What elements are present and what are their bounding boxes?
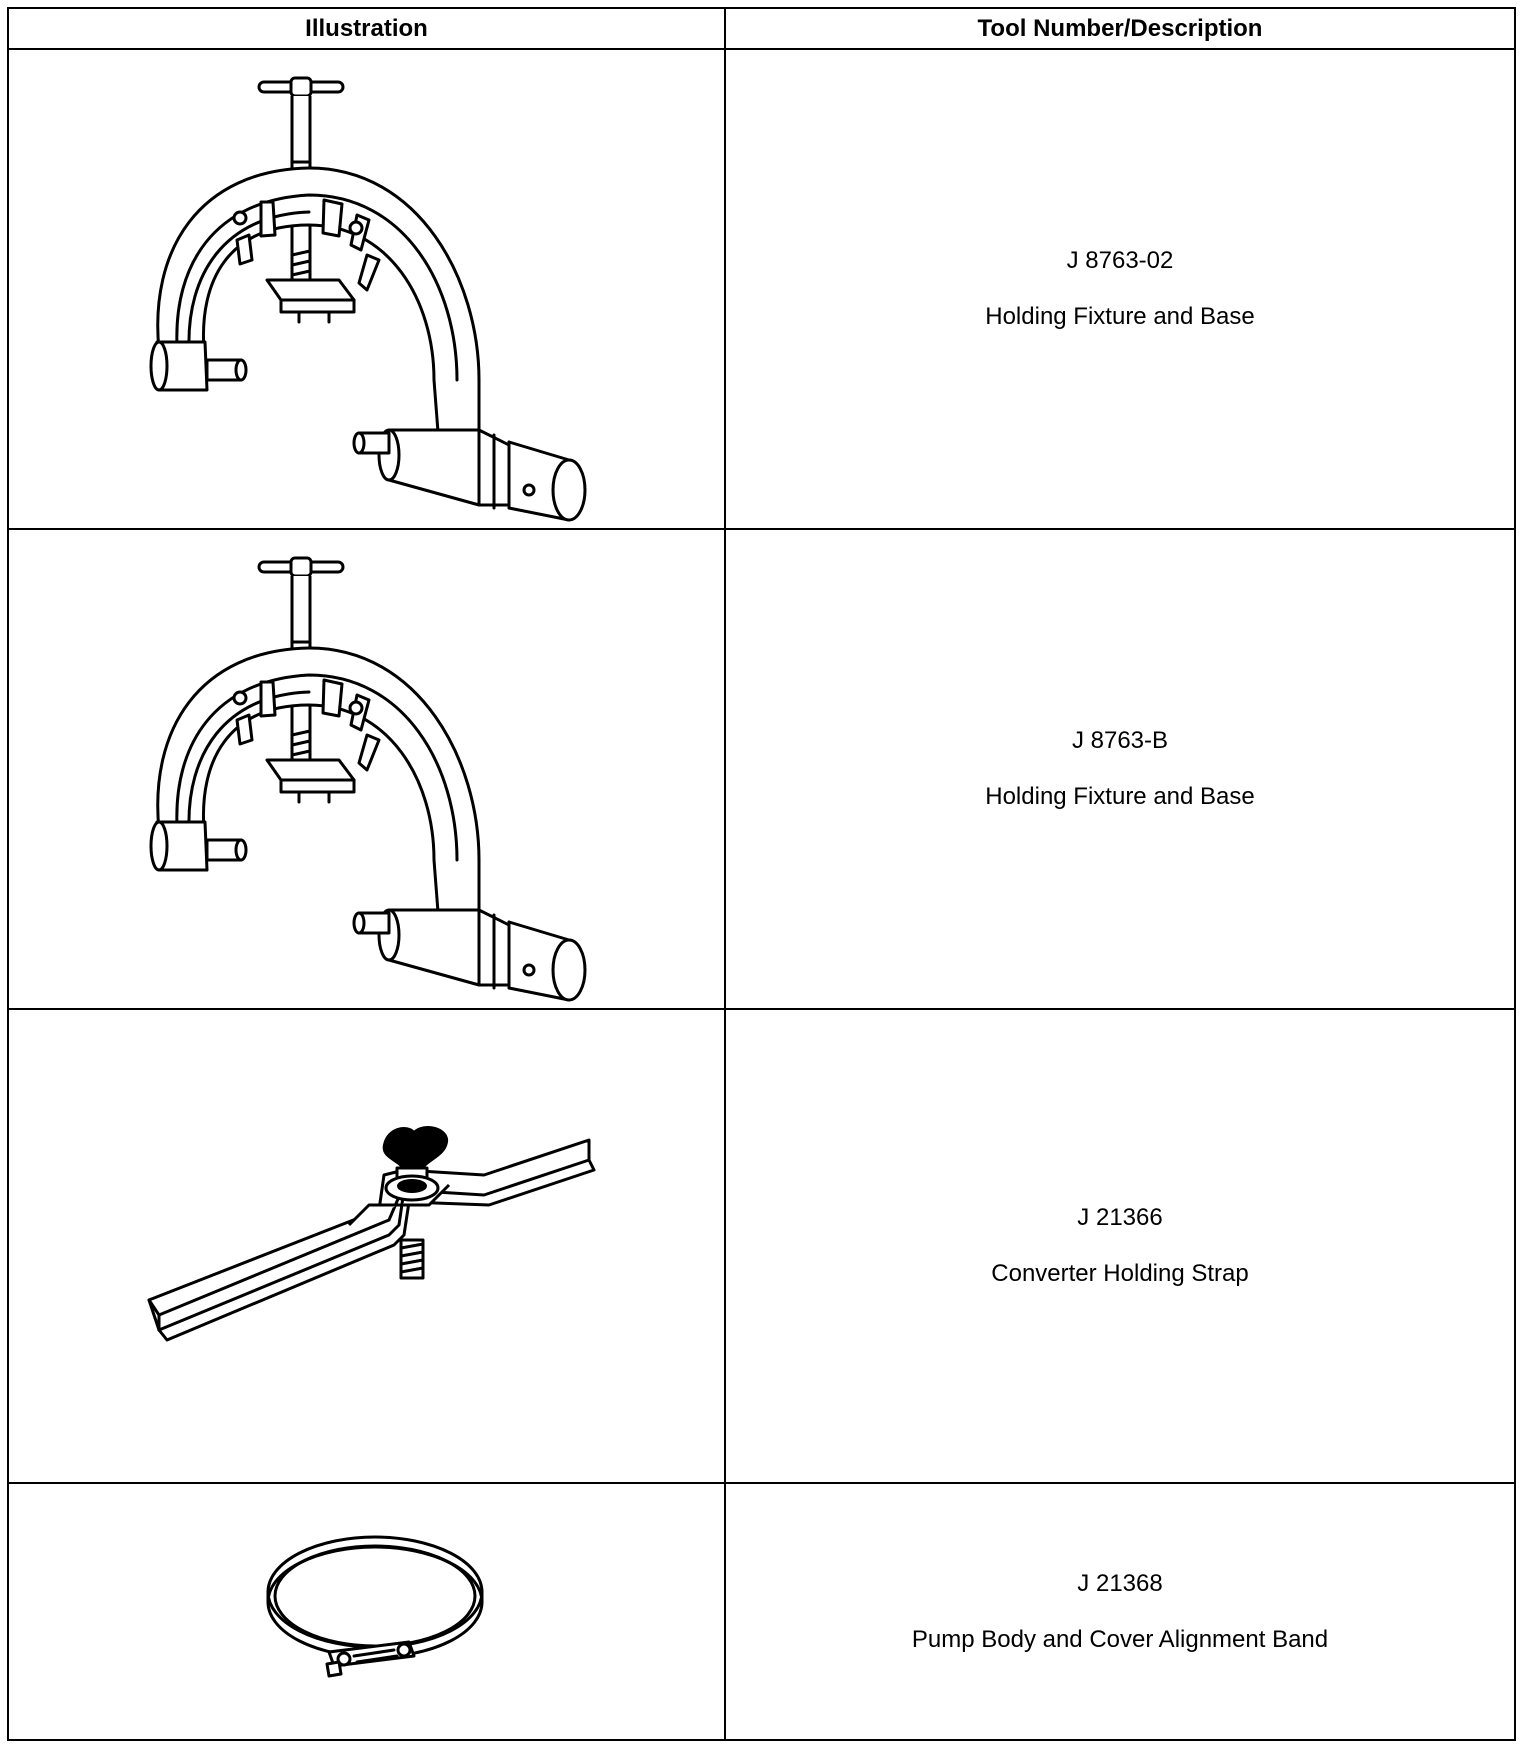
illustration-cell	[8, 1009, 725, 1483]
tool-number: J 8763-B	[1071, 727, 1169, 754]
alignment-band-illustration	[9, 1484, 724, 1739]
description-cell	[725, 529, 1515, 1009]
table-row	[8, 1483, 1515, 1740]
description-cell	[725, 49, 1515, 529]
description-cell	[725, 1009, 1515, 1483]
table-row	[8, 529, 1515, 1009]
illustration-cell	[8, 49, 725, 529]
description-cell	[725, 1483, 1515, 1740]
tool-table	[7, 7, 1516, 1741]
illustration-cell	[8, 1483, 725, 1740]
tool-number: J 21368	[1077, 1569, 1163, 1597]
tool-description: Holding Fixture and Base	[985, 783, 1255, 810]
tool-description: Converter Holding Strap	[991, 1260, 1249, 1287]
illustration-cell	[8, 529, 725, 1009]
holding-fixture-illustration	[9, 50, 724, 528]
header-illustration: Illustration	[8, 8, 725, 49]
table-header-row	[8, 8, 1515, 49]
holding-strap-illustration	[9, 1010, 724, 1482]
tool-number: J 8763-02	[1066, 247, 1174, 274]
holding-fixture-illustration	[9, 530, 724, 1008]
table-row	[8, 49, 1515, 529]
table-row	[8, 1009, 1515, 1483]
tool-description: Pump Body and Cover Alignment Band	[911, 1625, 1329, 1653]
tool-description: Holding Fixture and Base	[985, 303, 1255, 330]
tool-number: J 21366	[1077, 1204, 1163, 1231]
header-tool-number-description: Tool Number/Description	[725, 8, 1515, 49]
